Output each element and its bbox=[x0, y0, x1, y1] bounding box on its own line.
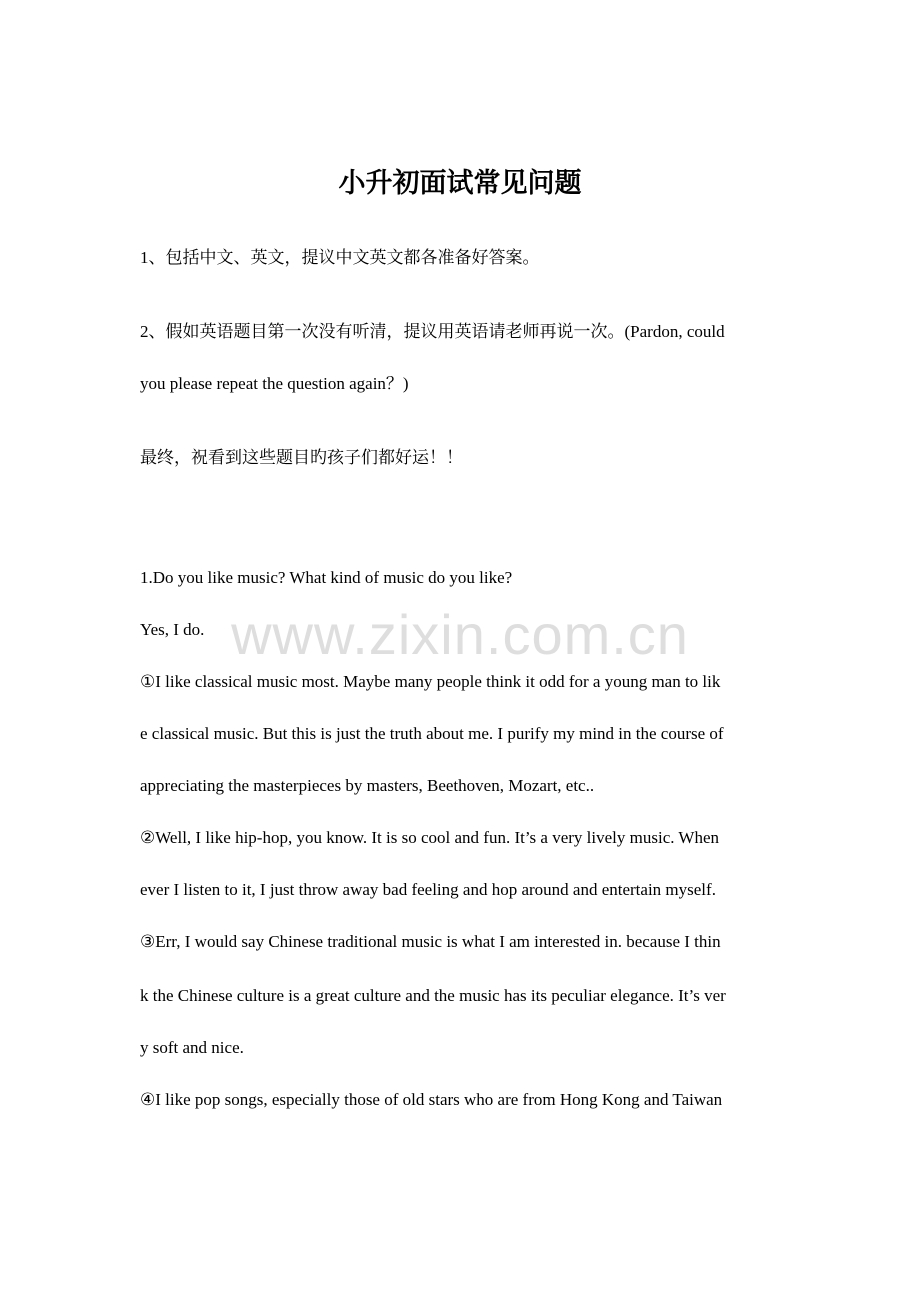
answer-1-line-2: e classical music. But this is just the truth about me. I purify my mind in the course of bbox=[140, 724, 724, 743]
intro-point-1: 1、包括中文、英文，提议中文英文都各准备好答案。 bbox=[140, 248, 540, 267]
answer-3-line-3: y soft and nice. bbox=[140, 1038, 244, 1057]
answer-yes: Yes, I do. bbox=[140, 620, 205, 639]
answer-1-line-1: ①I like classical music most. Maybe many people think it odd for a young man to lik bbox=[140, 672, 721, 691]
answer-2-line-1: ②Well, I like hip-hop, you know. It is so cool and fun. It’s a very lively music. When bbox=[140, 828, 720, 847]
question-1: 1.Do you like music? What kind of music do you like? bbox=[140, 568, 513, 587]
answer-3-line-1: ③Err, I would say Chinese traditional music is what I am interested in. because I thin bbox=[140, 932, 721, 951]
answer-4-line-1: ④I like pop songs, especially those of old stars who are from Hong Kong and Taiwan bbox=[140, 1090, 723, 1109]
answer-1-line-3: appreciating the masterpieces by masters, Beethoven, Mozart, etc.. bbox=[140, 776, 595, 795]
watermark-text: www.zixin.com.cn bbox=[231, 603, 689, 666]
page-title: 小升初面试常见问题 bbox=[338, 168, 582, 199]
intro-point-2-cont: you please repeat the question again？) bbox=[140, 374, 409, 393]
intro-point-2: 2、假如英语题目第一次没有听清，提议用英语请老师再说一次。(Pardon, could bbox=[140, 322, 725, 341]
closing-wish: 最终，祝看到这些题目旳孩子们都好运！！ bbox=[140, 448, 463, 467]
answer-2-line-2: ever I listen to it, I just throw away bad feeling and hop around and entertain myself. bbox=[140, 880, 716, 899]
answer-3-line-2: k the Chinese culture is a great culture and the music has its peculiar elegance. It’s ver bbox=[140, 986, 726, 1005]
